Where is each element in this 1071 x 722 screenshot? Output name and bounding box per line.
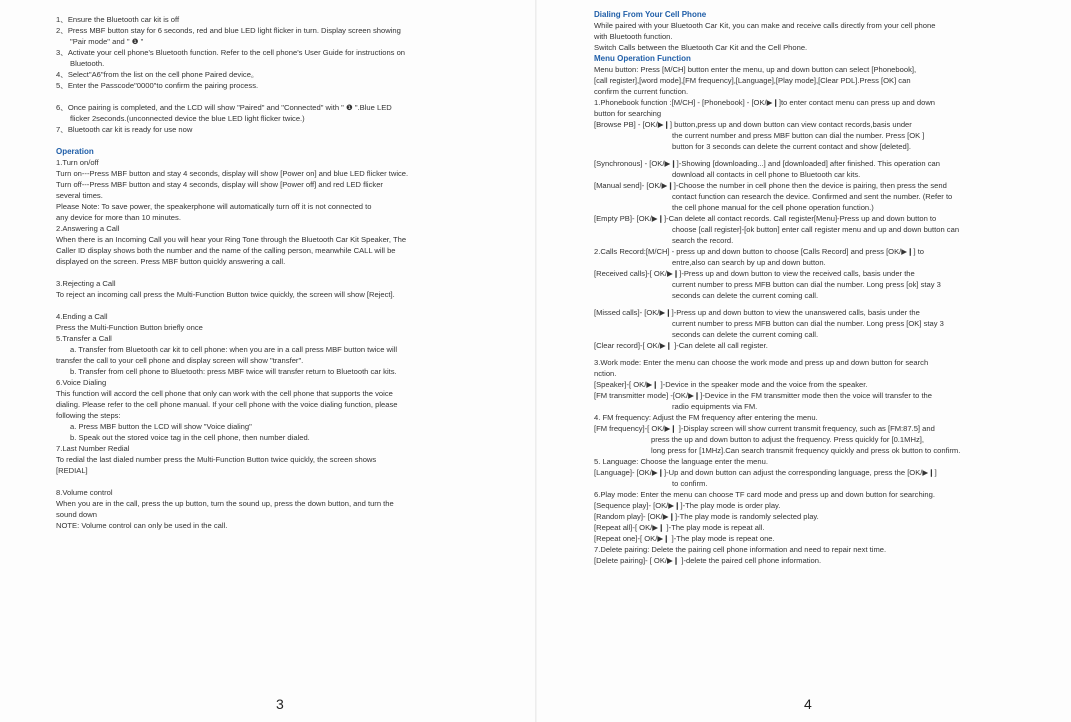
text-line: several times. xyxy=(56,191,103,200)
text-line: Turn off---Press MBF button and stay 4 seconds, display will show [Power off] and red LED flicker xyxy=(56,180,383,189)
spacer xyxy=(56,476,496,487)
text-line: displayed on the screen. Press MBF button quickly answering a call. xyxy=(56,257,286,266)
text-line: dialing. Please refer to the cell phone manual. If your cell phone with the voice dialing function, please xyxy=(56,400,398,409)
text-line: [Repeat all]-[ OK/▶❙ ]-The play mode is repeat all. xyxy=(594,523,765,532)
text-line: 6、Once pairing is completed, and the LCD will show "Paired" and "Connected" with " ❶ ".Blue LED xyxy=(56,103,392,112)
text-line: [Empty PB]- [OK/▶❙]-Can delete all contact records. Call register[Menu]-Press up and down button to xyxy=(594,214,937,223)
text-line: [call register],[word mode],[FM frequency],[Language],[Play mode],[Clear PDL].Press [OK] can xyxy=(594,76,911,85)
text-line: [REDIAL] xyxy=(56,466,88,475)
text-line: [Clear record]-[ OK/▶❙ ]-Can delete all call register. xyxy=(594,341,768,350)
text-line: search the record. xyxy=(672,236,734,245)
text-line: When you are in the call, press the up button, turn the sound up, press the down button, and turn the xyxy=(56,499,394,508)
text-line: current number to press MFB button can dial the number. Long press [OK] stay 3 xyxy=(672,319,944,328)
text-line: seconds can delete the current coming call. xyxy=(672,330,819,339)
text-line: [Browse PB] - [OK/▶❙] button,press up and down button can view contact records,basis under xyxy=(594,120,912,129)
text-line: button for searching xyxy=(594,109,662,118)
text-line: Press the Multi-Function Button briefly once xyxy=(56,323,203,332)
spacer xyxy=(56,267,496,278)
text-line: flicker 2seconds.(unconnected device the blue LED light flicker twice.) xyxy=(70,114,305,123)
text-line: 6.Voice Dialing xyxy=(56,378,107,387)
text-line: "Pair mode" and " ❶ " xyxy=(70,37,144,46)
text-line: with Bluetooth function. xyxy=(594,32,673,41)
text-line: To reject an incoming call press the Multi-Function Button twice quickly, the screen will show [Reject]. xyxy=(56,290,395,299)
text-line: transfer the call to your cell phone and display screen will show "transfer". xyxy=(56,356,304,365)
text-line: 2.Answering a Call xyxy=(56,224,120,233)
page-number: 4 xyxy=(804,696,812,712)
text-line: [Random play]- [OK/▶❙]-The play mode is randomly selected play. xyxy=(594,512,819,521)
text-line: When there is an Incoming Call you will hear your Ring Tone through the Bluetooth Car Kit Speaker, The xyxy=(56,235,407,244)
text-line: 5.Transfer a Call xyxy=(56,334,112,343)
text-line: 3.Rejecting a Call xyxy=(56,279,116,288)
text-line: 4、Select"A6"from the list on the cell phone Paired device。 xyxy=(56,70,259,79)
text-line: choose [call register]-[ok button] enter call register menu and up and down button can xyxy=(672,225,960,234)
spacer xyxy=(56,300,496,311)
text-line: 6.Play mode: Enter the menu can choose TF card mode and press up and down button for searching. xyxy=(594,490,935,499)
spacer xyxy=(56,91,496,102)
text-line: 8.Volume control xyxy=(56,488,113,497)
text-line: 1.Turn on/off xyxy=(56,158,99,167)
text-line: 7.Delete pairing: Delete the pairing cell phone information and need to repair next time. xyxy=(594,545,887,554)
text-line: 4.Ending a Call xyxy=(56,312,108,321)
section-heading: Dialing From Your Cell Phone xyxy=(594,10,707,19)
page-number: 3 xyxy=(276,696,284,712)
text-line: long press for [1MHz].Can search transmit frequency quickly and press ok button to confirm. xyxy=(651,446,961,455)
text-line: a. Press MBF button the LCD will show "Voice dialing" xyxy=(70,422,252,431)
text-line: confirm the current function. xyxy=(594,87,689,96)
text-line: [Language]- [OK/▶❙]-Up and down button can adjust the corresponding language, press the [OK/▶❙] xyxy=(594,468,937,477)
text-line: the cell phone manual for the cell phone operation function.) xyxy=(672,203,874,212)
text-line: Bluetooth. xyxy=(70,59,105,68)
text-line: 2.Calls Record:[M/CH] - press up and down button to choose [Calls Record] and press [OK/▶❙] to xyxy=(594,247,925,256)
text-line: 7、Bluetooth car kit is ready for use now xyxy=(56,125,193,134)
text-line: Switch Calls between the Bluetooth Car Kit and the Cell Phone. xyxy=(594,43,808,52)
text-line: b. Speak out the stored voice tag in the cell phone, then number dialed. xyxy=(70,433,310,442)
text-line: to confirm. xyxy=(672,479,708,488)
text-line: contact function can research the device. Confirmed and sent the number. (Refer to xyxy=(672,192,953,201)
text-line: download all contacts in cell phone to Bluetooth car kits. xyxy=(672,170,861,179)
text-line: Menu button: Press [M/CH] button enter the menu, up and down button can select [Phonebook], xyxy=(594,65,917,74)
page-3-text xyxy=(56,14,496,531)
text-line: [Delete pairing]- [ OK/▶❙ ]-delete the paired cell phone information. xyxy=(594,556,822,565)
text-line: [Repeat one]-[ OK/▶❙ ]-The play mode is repeat one. xyxy=(594,534,775,543)
text-line: 5. Language: Choose the language enter the menu. xyxy=(594,457,768,466)
page-4-text xyxy=(594,9,1027,566)
text-line: 5、Enter the Passcode"0000"to confirm the pairing process. xyxy=(56,81,259,90)
section-heading: Menu Operation Function xyxy=(594,54,691,63)
text-line: following the steps: xyxy=(56,411,121,420)
text-line: [FM transmitter mode] -[OK/▶❙]-Device in the FM transmitter mode then the voice will transfer to the xyxy=(594,391,932,400)
text-line: [Received calls]-[ OK/▶❙]-Press up and down button to view the received calls, basis under the xyxy=(594,269,915,278)
text-line: 3.Work mode: Enter the menu can choose the work mode and press up and down button for search xyxy=(594,358,929,367)
text-line: press the up and down button to adjust the frequency. Press quickly for [0.1MHz], xyxy=(651,435,924,444)
text-line: Please Note: To save power, the speakerphone will automatically turn off it is not connected to xyxy=(56,202,372,211)
text-line: radio equipments via FM. xyxy=(672,402,758,411)
text-line: sound down xyxy=(56,510,97,519)
text-line: nction. xyxy=(594,369,617,378)
text-line: b. Transfer from cell phone to Bluetooth: press MBF twice will transfer return to Bluetooth car kits. xyxy=(70,367,397,376)
text-line: [Sequence play]- [OK/▶❙]-The play mode is order play. xyxy=(594,501,781,510)
spacer xyxy=(56,135,496,146)
text-line: 3、Activate your cell phone's Bluetooth function. Refer to the cell phone's User Guide for instructions on xyxy=(56,48,406,57)
text-line: [Synchronous] - [OK/▶❙]-Showing [downloading...] and [downloaded] after finished. This operation can xyxy=(594,159,940,168)
page-4 xyxy=(536,0,1071,722)
text-line: [Missed calls]- [OK/▶❙]-Press up and down button to view the unanswered calls, basis under the xyxy=(594,308,920,317)
text-line: [Manual send]- [OK/▶❙]-Choose the number in cell phone then the device is pairing, then press the send xyxy=(594,181,947,190)
text-line: While paired with your Bluetooth Car Kit, you can make and receive calls directly from your cell phone xyxy=(594,21,936,30)
text-line: current number to press MFB button can dial the number. Long press [ok] stay 3 xyxy=(672,280,941,289)
text-line: 1.Phonebook function :[M/CH] - [Phonebook] - [OK/▶❙]to enter contact menu can press up and down xyxy=(594,98,936,107)
text-line: To redial the last dialed number press the Multi-Function Button twice quickly, the screen shows xyxy=(56,455,377,464)
text-line: button for 3 seconds can delete the current contact and show [deleted]. xyxy=(672,142,911,151)
text-line: NOTE: Volume control can only be used in the call. xyxy=(56,521,228,530)
text-line: seconds can delete the current coming call. xyxy=(672,291,819,300)
text-line: 7.Last Number Redial xyxy=(56,444,130,453)
text-line: a. Transfer from Bluetooth car kit to cell phone: when you are in a call press MBF button twice will xyxy=(70,345,398,354)
text-line: Turn on---Press MBF button and stay 4 seconds, display will show [Power on] and blue LED flicker twice. xyxy=(56,169,409,178)
section-heading: Operation xyxy=(56,147,94,156)
text-line: 4. FM frequency: Adjust the FM frequency after entering the menu. xyxy=(594,413,818,422)
text-line: This function will accord the cell phone that only can work with the cell phone that supports the voice xyxy=(56,389,393,398)
text-line: 2、Press MBF button stay for 6 seconds, red and blue LED light flicker in turn. Display screen showing xyxy=(56,26,401,35)
text-line: entre,also can search by up and down button. xyxy=(672,258,826,267)
text-line: any device for more than 10 minutes. xyxy=(56,213,181,222)
text-line: 1、Ensure the Bluetooth car kit is off xyxy=(56,15,180,24)
text-line: Caller ID display shows both the number and the name of the calling person, meanwhile CALL will be xyxy=(56,246,396,255)
text-line: [Speaker]-[ OK/▶❙ ]-Device in the speaker mode and the voice from the speaker. xyxy=(594,380,868,389)
text-line: the current number and press MBF button can dial the number. Press [OK ] xyxy=(672,131,925,140)
text-line: [FM frequency]-[ OK/▶❙ ]-Display screen will show current transmit frequency, such as [FM:87.5] and xyxy=(594,424,935,433)
